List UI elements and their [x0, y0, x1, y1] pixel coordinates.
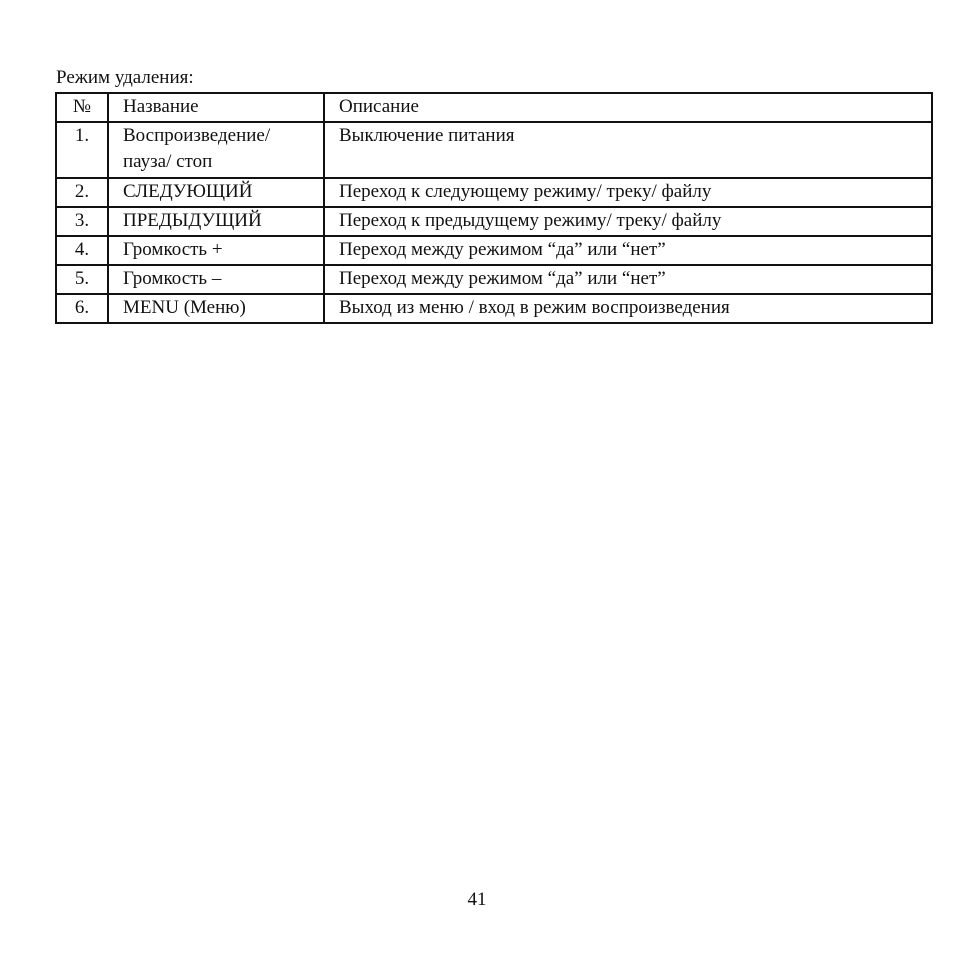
- row-description: Переход к следующему режиму/ треку/ файлу: [324, 178, 932, 207]
- page-number: 41: [467, 889, 487, 910]
- table-header-row: [56, 93, 932, 122]
- row-name: [108, 122, 324, 178]
- table-row: [56, 207, 932, 236]
- row-number: 3.: [56, 207, 108, 236]
- header-name: Название: [108, 93, 324, 122]
- row-name: ПРЕДЫДУЩИЙ: [108, 207, 324, 236]
- row-name: MENU (Меню): [108, 294, 324, 323]
- row-name-line: пауза/ стоп: [123, 151, 213, 172]
- table-row: [56, 178, 932, 207]
- row-number: 1.: [56, 122, 108, 178]
- row-description: Переход к предыдущему режиму/ треку/ файлу: [324, 207, 932, 236]
- row-name: Громкость –: [108, 265, 324, 294]
- row-name-line: Воспроизведение/: [123, 125, 271, 146]
- row-name: Громкость +: [108, 236, 324, 265]
- header-description: Описание: [324, 93, 932, 122]
- section-caption: Режим удаления:: [56, 67, 194, 88]
- row-description: Выключение питания: [324, 122, 932, 178]
- row-description: Переход между режимом “да” или “нет”: [324, 236, 932, 265]
- table-row: [56, 236, 932, 265]
- header-num: №: [56, 93, 108, 122]
- table-row: [56, 265, 932, 294]
- row-number: 6.: [56, 294, 108, 323]
- row-number: 2.: [56, 178, 108, 207]
- table-row: [56, 294, 932, 323]
- row-number: 5.: [56, 265, 108, 294]
- row-name: СЛЕДУЮЩИЙ: [108, 178, 324, 207]
- row-description: Переход между режимом “да” или “нет”: [324, 265, 932, 294]
- table-row: [56, 122, 932, 178]
- button-modes-table: [55, 92, 933, 324]
- row-description: Выход из меню / вход в режим воспроизведения: [324, 294, 932, 323]
- row-number: 4.: [56, 236, 108, 265]
